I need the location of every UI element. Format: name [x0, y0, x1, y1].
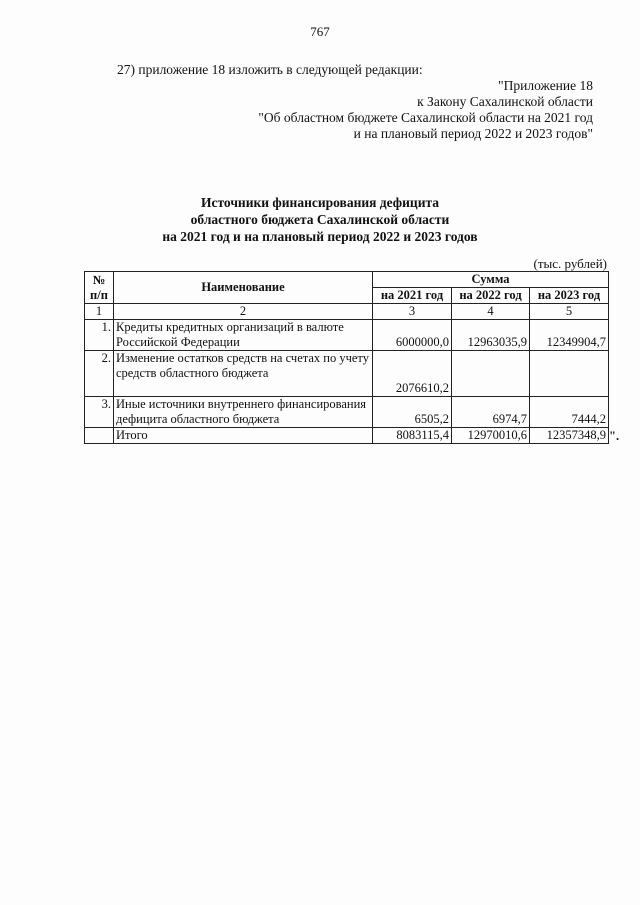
index-cell: 2: [114, 304, 373, 320]
header-number-cell: [85, 272, 114, 304]
table-row: [85, 397, 609, 428]
header-sum-cell: Сумма: [373, 272, 609, 288]
index-cell: 5: [530, 304, 609, 320]
document-title: [0, 194, 640, 245]
row-number: 1.: [85, 320, 114, 351]
header-number-line2: п/п: [90, 287, 108, 302]
appendix-header: [258, 78, 593, 142]
total-label: Итого: [114, 428, 373, 444]
total-value-2023: 12357348,9: [530, 428, 609, 444]
table-index-row: [85, 304, 609, 320]
index-cell: 4: [452, 304, 530, 320]
row-number: 3.: [85, 397, 114, 428]
row-number: 2.: [85, 351, 114, 397]
table-row: [85, 320, 609, 351]
row-name: Иные источники внутреннего финансирования дефицита областного бюджета: [114, 397, 373, 428]
title-line: областного бюджета Сахалинской области: [190, 212, 450, 227]
row-name: Кредиты кредитных организаций в валюте Российской Федерации: [114, 320, 373, 351]
amendment-intro: 27) приложение 18 изложить в следующей редакции:: [117, 62, 423, 77]
appendix-header-line: и на плановый период 2022 и 2023 годов": [353, 126, 593, 141]
row-value-2021: 6505,2: [373, 397, 452, 428]
row-name: Изменение остатков средств на счетах по учету средств областного бюджета: [114, 351, 373, 397]
row-value-2023: [530, 351, 609, 397]
appendix-header-line: "Об областном бюджете Сахалинской области на 2021 год: [258, 110, 593, 125]
table-total-row: [85, 428, 609, 444]
row-value-2022: 6974,7: [452, 397, 530, 428]
table-row: [85, 351, 609, 397]
row-value-2022: [452, 351, 530, 397]
header-number-line1: №: [92, 272, 106, 287]
header-name-cell: Наименование: [114, 272, 373, 304]
row-value-2022: 12963035,9: [452, 320, 530, 351]
financing-table: [84, 271, 609, 444]
row-value-2023: 12349904,7: [530, 320, 609, 351]
title-line: на 2021 год и на плановый период 2022 и 2023 годов: [162, 229, 478, 244]
row-value-2021: 6000000,0: [373, 320, 452, 351]
table-header-row: [85, 272, 609, 288]
row-value-2023: 7444,2: [530, 397, 609, 428]
page-number: 767: [310, 24, 330, 39]
appendix-header-line: "Приложение 18: [498, 78, 593, 93]
closing-quote: ".: [609, 429, 620, 443]
header-year-2023: на 2023 год: [530, 288, 609, 304]
index-cell: 1: [85, 304, 114, 320]
total-number-cell: [85, 428, 114, 444]
index-cell: 3: [373, 304, 452, 320]
units-label: (тыс. рублей): [533, 256, 607, 271]
appendix-header-line: к Закону Сахалинской области: [417, 94, 593, 109]
header-year-2022: на 2022 год: [452, 288, 530, 304]
title-line: Источники финансирования дефицита: [200, 195, 440, 210]
row-value-2021: 2076610,2: [373, 351, 452, 397]
total-value-2022: 12970010,6: [452, 428, 530, 444]
total-value-2021: 8083115,4: [373, 428, 452, 444]
header-year-2021: на 2021 год: [373, 288, 452, 304]
